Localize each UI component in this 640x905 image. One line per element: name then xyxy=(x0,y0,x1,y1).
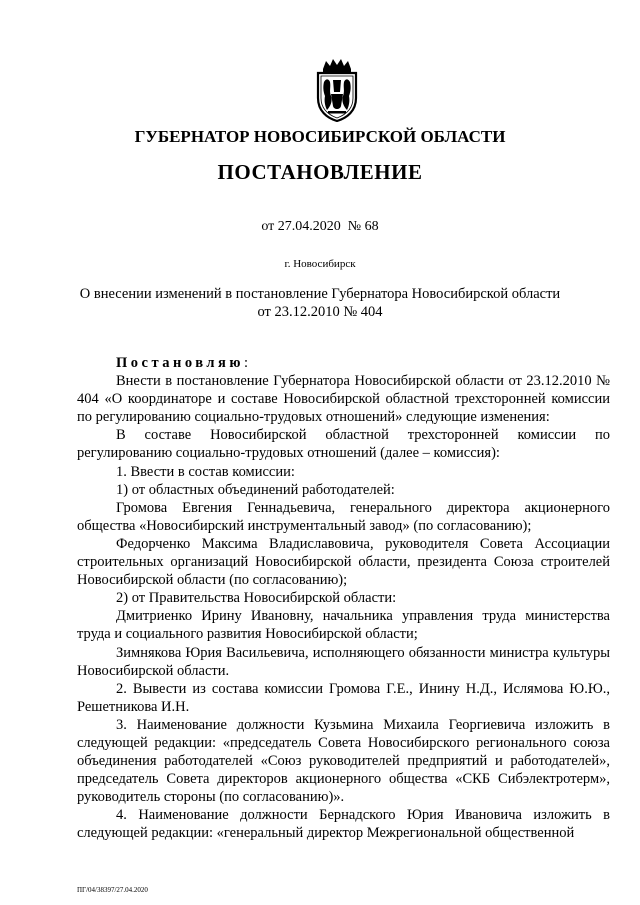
body-paragraph: 2. Вывести из состава комиссии Громова Г.Е., Инину Н.Д., Ислямова Ю.Ю., Решетникова И.Н. xyxy=(77,680,610,715)
resolve-colon: : xyxy=(243,355,248,371)
body-paragraph: Зимнякова Юрия Васильевича, исполняющего обязанности министра культуры Новосибирской области. xyxy=(77,644,610,679)
subject-line-2: от 23.12.2010 № 404 xyxy=(257,304,383,320)
document-footer-code: ПГ/04/38397/27.04.2020 xyxy=(77,886,148,894)
body-paragraph: Громова Евгения Геннадьевича, генерального директора акционерного общества «Новосибирский инструментальный завод» (по согласованию); xyxy=(77,499,610,534)
coat-of-arms-icon xyxy=(314,58,360,122)
body-paragraph: 1. Ввести в состав комиссии: xyxy=(116,463,295,480)
body-paragraph: В составе Новосибирской областной трехсторонней комиссии по регулированию социально-трудовых отношений (далее – комиссия): xyxy=(77,427,610,462)
document-type: ПОСТАНОВЛЕНИЕ xyxy=(217,160,423,184)
resolve-heading xyxy=(77,354,610,372)
body-paragraph: Федорченко Максима Владиславовича, руководителя Совета Ассоциации строительных организаций Новосибирской области, президента Союза строителей Новосибирской области (по согласованию); xyxy=(77,535,610,589)
body-paragraph: 1) от областных объединений работодателей: xyxy=(116,481,395,498)
document-subject xyxy=(0,285,640,321)
body-paragraph: Дмитриенко Ирину Ивановну, начальника управления труда министерства труда и социального развития Новосибирской области; xyxy=(77,608,610,643)
issuing-authority: ГУБЕРНАТОР НОВОСИБИРСКОЙ ОБЛАСТИ xyxy=(134,127,506,146)
resolve-word: Постановляю xyxy=(116,355,244,371)
body-paragraph: 3. Наименование должности Кузьмина Михаила Георгиевича изложить в следующей редакции: «председатель Совета Новосибирского регионального союза объединения работодателей «Союз руководителей предприятий и работодателей», председатель Совета директоров акционерного общества «СКБ Сибэлектротерм», руководитель стороны (по согласованию)». xyxy=(77,716,610,806)
body-paragraph: 2) от Правительства Новосибирской области: xyxy=(116,590,397,607)
body-paragraph: 4. Наименование должности Бернадского Юрия Ивановича изложить в следующей редакции: «генеральный директор Межрегиональной общественной xyxy=(77,807,610,842)
body-paragraph: Внести в постановление Губернатора Новосибирской области от 23.12.2010 № 404 «О координаторе и составе Новосибирской областной трехсторонней комиссии по регулированию социально-трудовых отношений» следующие изменения: xyxy=(77,373,610,426)
subject-line-1: О внесении изменений в постановление Губернатора Новосибирской области xyxy=(79,286,561,302)
document-body xyxy=(77,354,610,843)
document-date-number: от 27.04.2020 № 68 xyxy=(261,219,379,234)
city: г. Новосибирск xyxy=(284,258,356,270)
